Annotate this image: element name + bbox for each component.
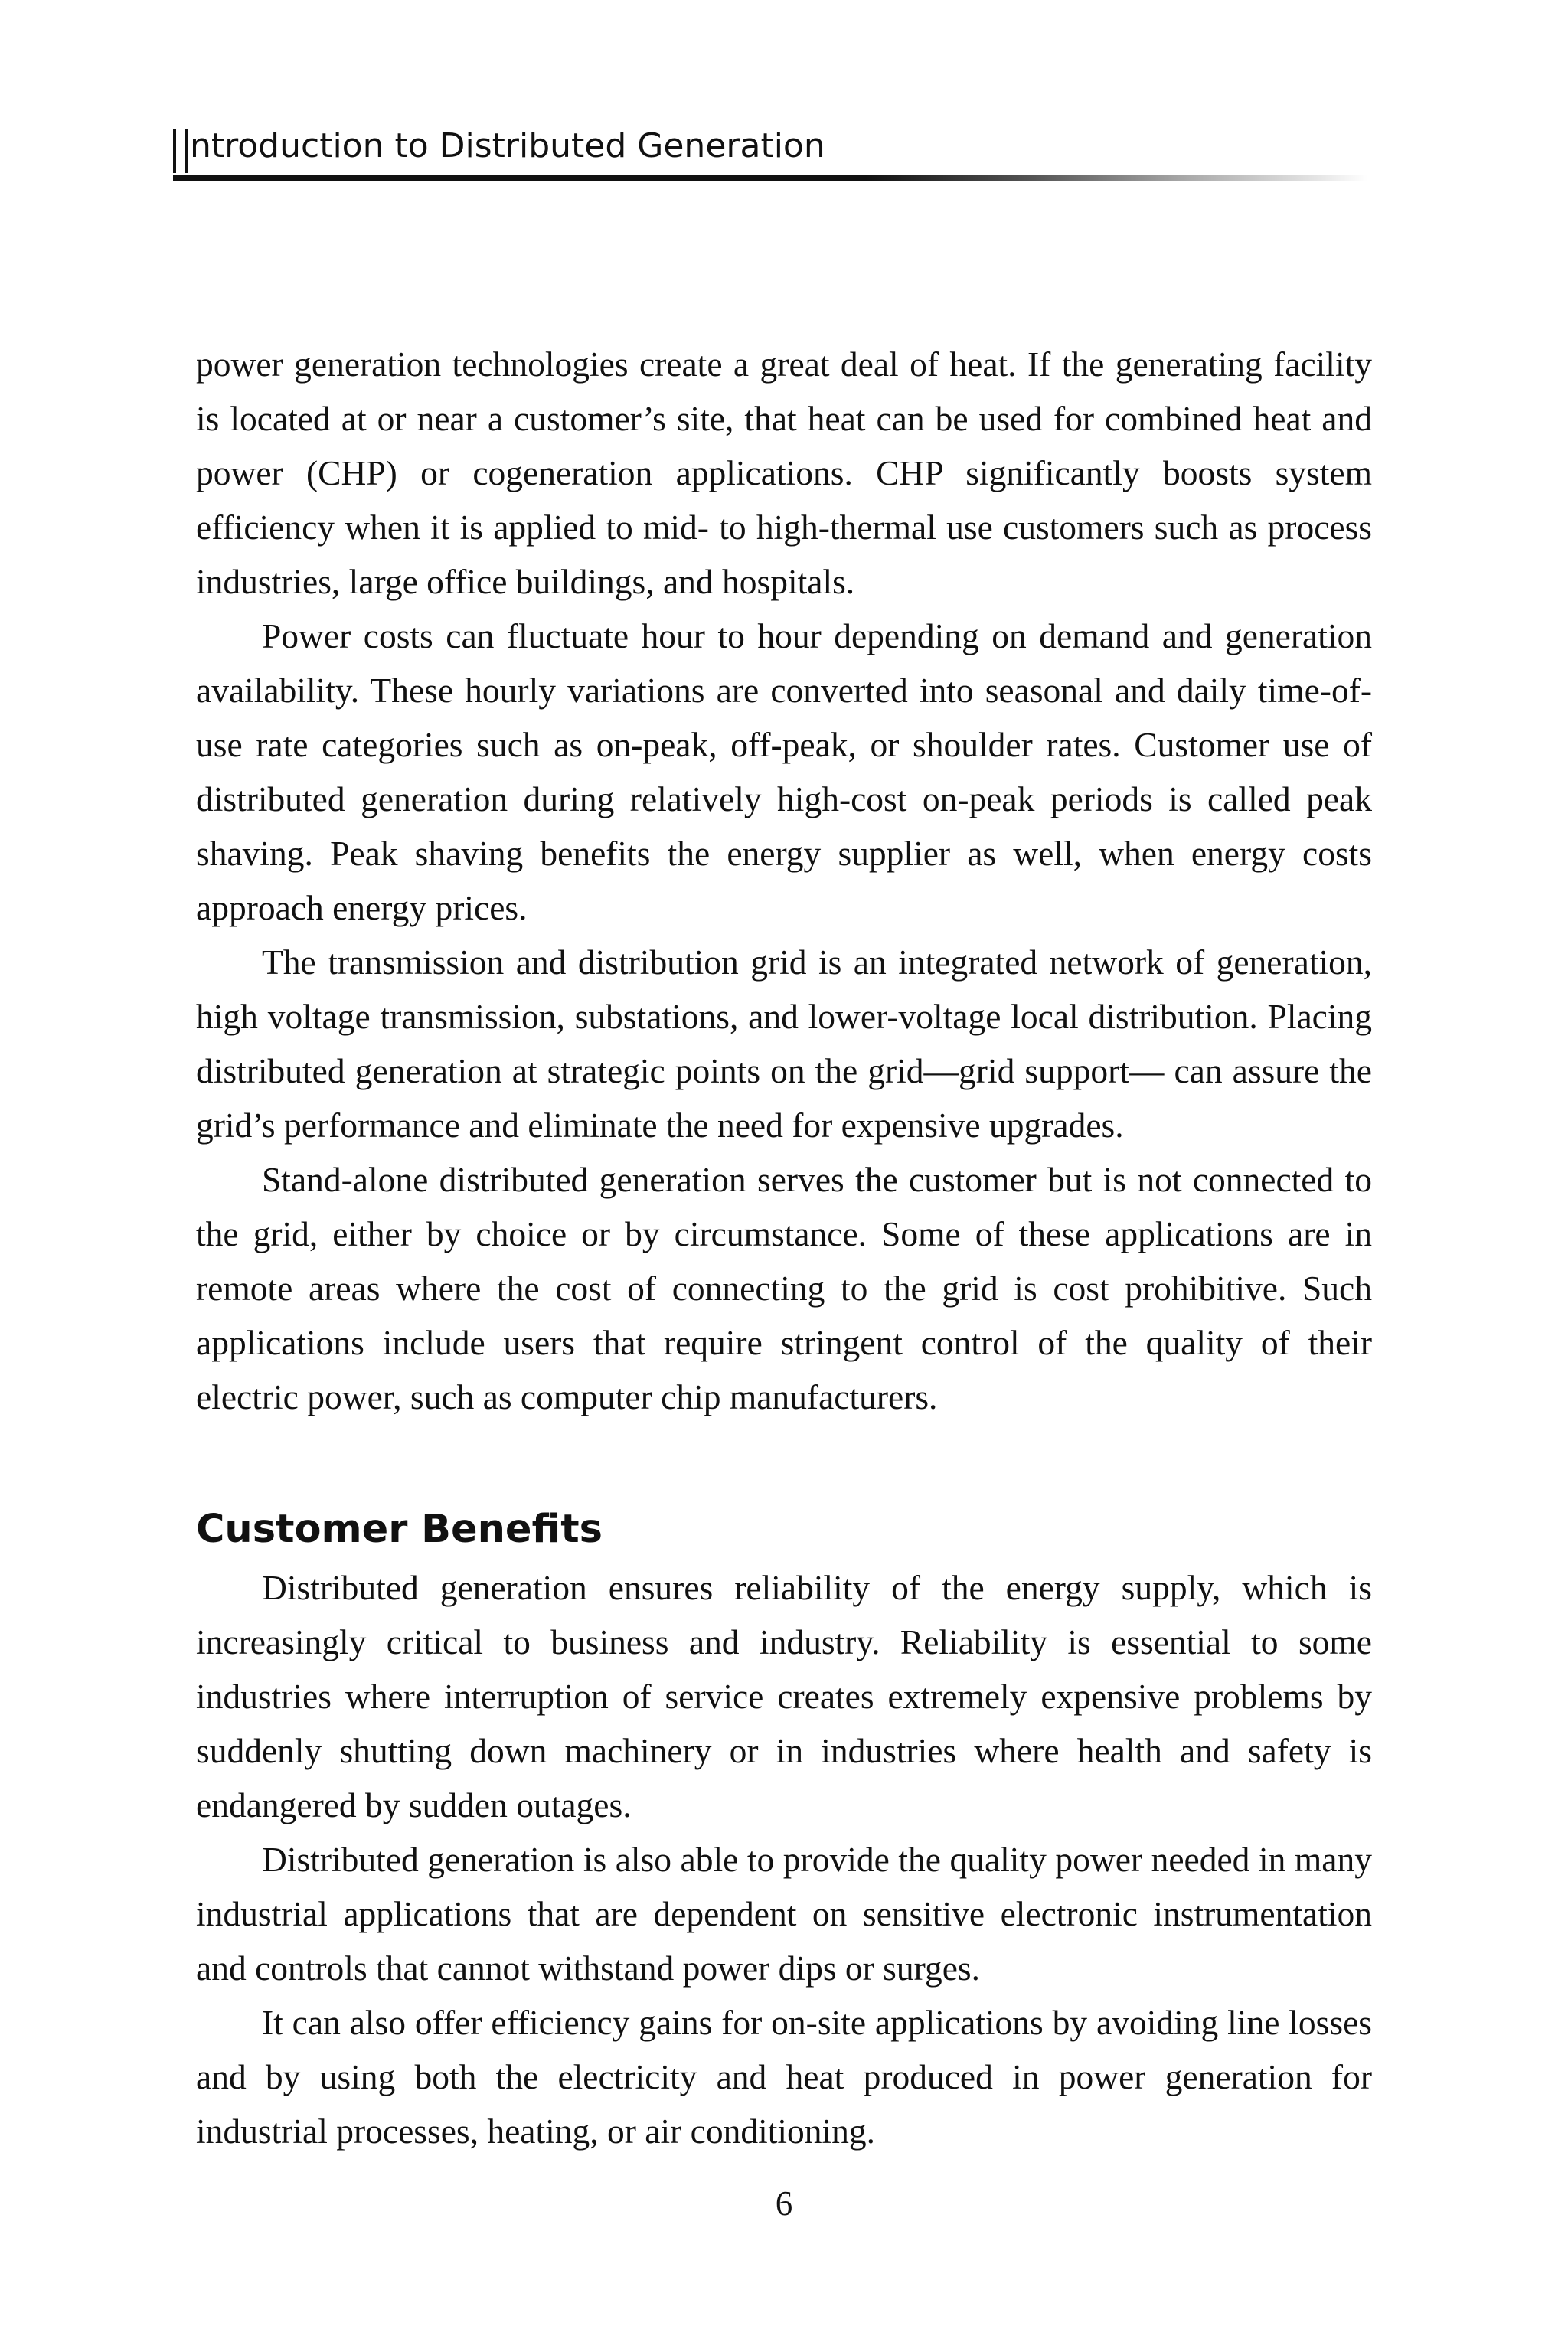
paragraph: Stand-alone distributed generation serves the customer but is not connected to the grid, either by choice or by circumstance. Some of these applications are in remote areas where the cost of connecting to the grid is cost prohibitive. Such applications include users that require stringent control of the quality of their electric power, such as computer chip manufacturers. — [196, 1160, 1372, 1416]
paragraph: Distributed generation ensures reliability of the energy supply, which is increasingly critical to business and industry. Reliability is essential to some industries where interruption of service creates extremely expensive problems by suddenly shutting down machinery or in industries where health and safety is endangered by sudden outages. — [196, 1568, 1372, 1824]
page-number: 6 — [775, 2184, 793, 2223]
header-initial-bracket — [173, 129, 188, 173]
paragraph: Power costs can fluctuate hour to hour depending on demand and generation availability. These hourly variations are converted into seasonal and daily time-of-use rate categories such as on-peak, off-peak, or shoulder rates. Customer use of distributed generation during relatively high-cost on-peak periods is called peak shaving. Peak shaving benefits the energy supplier as well, when energy costs approach energy prices. — [196, 616, 1372, 927]
paragraph: power generation technologies create a great deal of heat. If the generating facility is located at or near a customer’s site, that heat can be used for combined heat and power (CHP) or cogeneration applications. CHP significantly boosts system efficiency when it is applied to mid- to high-thermal use customers such as process industries, large office buildings, and hospitals. — [196, 345, 1372, 601]
paragraph: It can also offer efficiency gains for on-site applications by avoiding line losses and by using both the electricity and heat produced in power generation for industrial processes, heating, or air conditioning. — [196, 2003, 1372, 2151]
continuation-text — [196, 337, 1372, 1424]
paragraph: Distributed generation is also able to provide the quality power needed in many industrial applications that are dependent on sensitive electronic instrumentation and controls that cannot withstand power dips or surges. — [196, 1840, 1372, 1988]
header-rule — [173, 175, 1367, 181]
section-heading-customer-benefits: Customer Benefits — [196, 1507, 603, 1553]
paragraph: The transmission and distribution grid is an integrated network of generation, high voltage transmission, substations, and lower-voltage local distribution. Placing distributed generation at strategic points on the grid—grid support— can assure the grid’s performance and eliminate the need for expensive upgrades. — [196, 942, 1372, 1145]
running-header-title: ntroduction to Distributed Generation — [190, 126, 825, 165]
customer-benefits-text — [196, 1560, 1372, 2158]
running-header — [173, 121, 1367, 182]
